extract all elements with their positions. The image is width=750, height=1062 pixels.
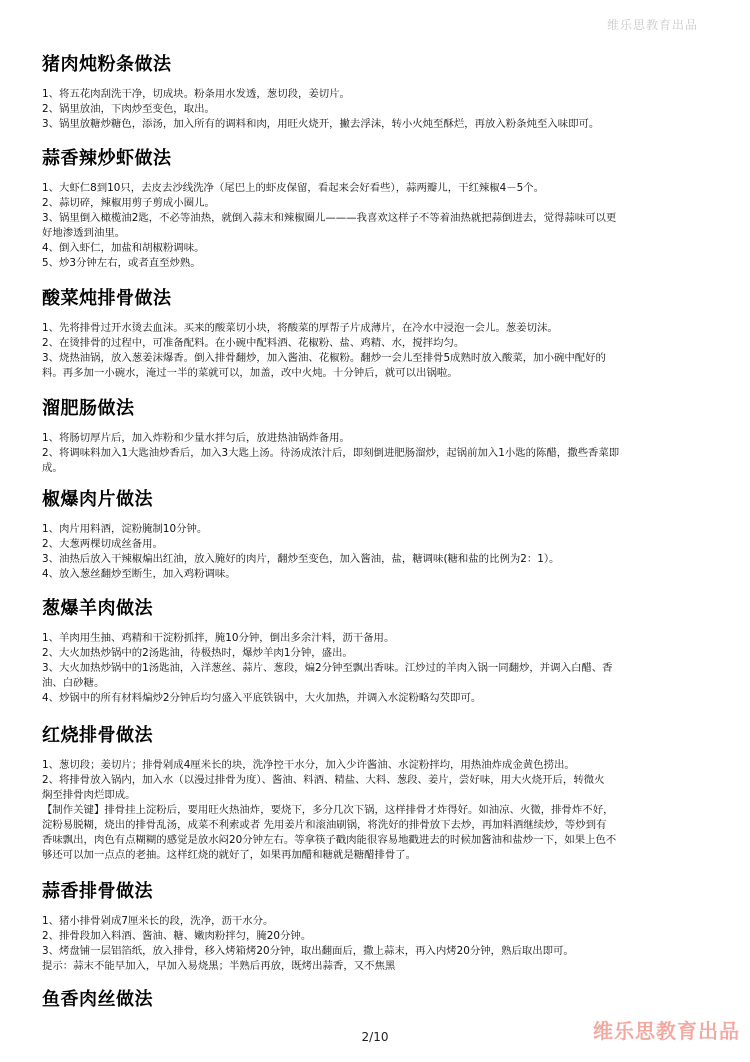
page-number: 2/10 [361,1030,389,1044]
section-garlic-ribs [42,880,714,974]
bottom-watermark: 维乐思教育出品 [593,1019,740,1043]
section-title: 葱爆羊肉做法 [42,598,153,619]
text-line: 2、大葱两棵切成丝备用。 [42,538,163,550]
section-title: 鱼香肉丝做法 [42,989,153,1010]
text-line: 2、锅里放油，下肉炒至变色，取出。 [42,103,215,115]
text-line: 1、葱切段；姜切片；排骨剁成4厘米长的块，洗净控干水分，加入少许酱油、水淀粉拌均，用热油炸成金黄色捞出。 [42,759,575,771]
text-line: 料。再多加一小碗水，淹过一半的菜就可以，加盖，改中火炖。十分钟后，就可以出锅啦。 [42,367,458,379]
text-line: 成。 [42,462,63,474]
top-watermark: 维乐思教育出品 [606,18,698,32]
section-garlic-spicy-shrimp [42,147,714,271]
section-body [42,631,714,706]
section-body [42,431,714,476]
text-line: 3、锅里放糖炒糖色，添汤，加入所有的调料和肉，用旺火烧开，撇去浮沫，转小火炖至酥烂，再放入粉条炖至入味即可。 [42,118,600,130]
section-body [42,321,714,381]
text-line: 香味飘出，肉色有点糊糊的感觉是放水闷20分钟左右。等拿筷子戳肉能很容易地戳进去的时候加酱油和盐炒一下，如果上色不 [42,834,617,846]
text-line: 1、大虾仁8到10只，去皮去沙线洗净（尾巴上的虾皮保留，看起来会好看些），蒜两瓣儿，干红辣椒4－5个。 [42,182,545,194]
text-line: 4、倒入虾仁，加盐和胡椒粉调味。 [42,242,205,254]
text-line: 油、白砂糖。 [42,677,105,689]
text-line: 2、将调味料加入1大匙油炒香后，加入3大匙上汤。待汤成浓汁后，即刻倒进肥肠溜炒，起锅前加入1小匙的陈醋，撒些香菜即 [42,447,620,459]
text-line: 2、排骨段加入料酒、酱油、糖、嫩肉粉拌匀，腌20分钟。 [42,930,312,942]
section-title: 酸菜炖排骨做法 [42,288,172,309]
text-line: 3、烤盘铺一层铝箔纸，放入排骨，移入烤箱烤20分钟，取出翻面后，撒上蒜末，再入内烤20分钟，熟后取出即可。 [42,945,574,957]
text-line: 3、大火加热炒锅中的1汤匙油，入洋葱丝、蒜片、葱段，煸2分钟至飘出香味。江炒过的羊肉入锅一同翻炒，并调入白醋、香 [42,662,613,674]
section-pork-vermicelli [42,53,714,132]
section-title: 椒爆肉片做法 [42,489,153,510]
text-line: 3、烧热油锅，放入葱姜沫爆香。倒入排骨翻炒，加入酱油、花椒粉。翻炒一会儿至排骨5成熟时放入酸菜，加小碗中配好的 [42,352,606,364]
section-pepper-pork-slices [42,488,714,582]
section-body [42,758,714,863]
text-line: 淀粉易脱糊，烧出的排骨乱汤，成菜不利索或者 先用姜片和滚油刷锅，将洗好的排骨放下去炒，再加料酒继续炒，等炒到有 [42,819,607,831]
text-line: 【制作关键】排骨挂上淀粉后，要用旺火热油炸，要烧下，多分几次下锅，这样排骨才炸得好。如油凉、火微，排骨炸不好， [42,804,614,816]
text-line: 2、将排骨放入锅内，加入水（以漫过排骨为度）、酱油、料酒、精盐、大料、葱段、姜片，尝好味，用大火烧开后，转微火 [42,774,605,786]
text-line: 5、炒3分钟左右，或者直至炒熟。 [42,257,201,269]
section-braised-ribs [42,724,714,863]
section-title: 猪肉炖粉条做法 [42,54,172,75]
section-yuxiang-pork [42,988,714,1012]
text-line: 好地渗透到油里。 [42,227,126,239]
text-line: 2、在烫排骨的过程中，可准备配料。在小碗中配料酒、花椒粉、盐、鸡精、水，搅拌均匀。 [42,337,465,349]
section-title: 蒜香排骨做法 [42,881,153,902]
text-line: 焖至排骨肉烂即成。 [42,789,136,801]
section-sauteed-intestines [42,397,714,476]
text-line: 2、大火加热炒锅中的2汤匙油，待极热时，爆炒羊肉1分钟，盛出。 [42,647,353,659]
text-line: 1、先将排骨过开水烫去血沫。买来的酸菜切小块，将酸菜的厚帮子片成薄片，在冷水中浸泡一会儿。葱姜切沫。 [42,322,558,334]
section-title: 红烧排骨做法 [42,725,153,746]
section-body [42,87,714,132]
text-line: 3、锅里倒入橄榄油2匙，不必等油热，就倒入蒜末和辣椒圈儿———我喜欢这样子不等着油热就把蒜倒进去，觉得蒜味可以更 [42,212,617,224]
text-line: 1、将肠切厚片后，加入炸粉和少量水拌匀后，放进热油锅炸备用。 [42,432,350,444]
text-line: 提示：蒜末不能早加入，早加入易烧黑；半熟后再放，既烤出蒜香，又不焦黑 [42,960,396,972]
text-line: 1、猪小排骨剁成7厘米长的段，洗净，沥干水分。 [42,915,274,927]
text-line: 3、油热后放入干辣椒煸出红油，放入腌好的肉片，翻炒至变色，加入酱油，盐，糖调味(糖和盐的比例为2：1）。 [42,553,560,565]
text-line: 1、羊肉用生抽、鸡精和干淀粉抓拌，腌10分钟，倒出多余汁料，沥干备用。 [42,632,395,644]
text-line: 够还可以加一点点的老抽。这样红烧的就好了，如果再加醋和糖就是糖醋排骨了。 [42,849,417,861]
text-line: 2、蒜切碎，辣椒用剪子剪成小圈儿。 [42,197,215,209]
section-body [42,181,714,271]
section-title: 蒜香辣炒虾做法 [42,148,172,169]
section-title: 溜肥肠做法 [42,398,135,419]
section-body [42,522,714,582]
section-sauerkraut-ribs [42,287,714,381]
text-line: 4、放入葱丝翻炒至断生，加入鸡粉调味。 [42,568,236,580]
section-body [42,914,714,974]
text-line: 1、将五花肉刮洗干净，切成块。粉条用水发透，葱切段，姜切片。 [42,88,350,100]
text-line: 4、炒锅中的所有材料煸炒2分钟后均匀盛入平底铁锅中，大火加热，并调入水淀粉略勾芡即可。 [42,692,482,704]
text-line: 1、肉片用料酒，淀粉腌制10分钟。 [42,523,208,535]
section-scallion-lamb [42,597,714,706]
